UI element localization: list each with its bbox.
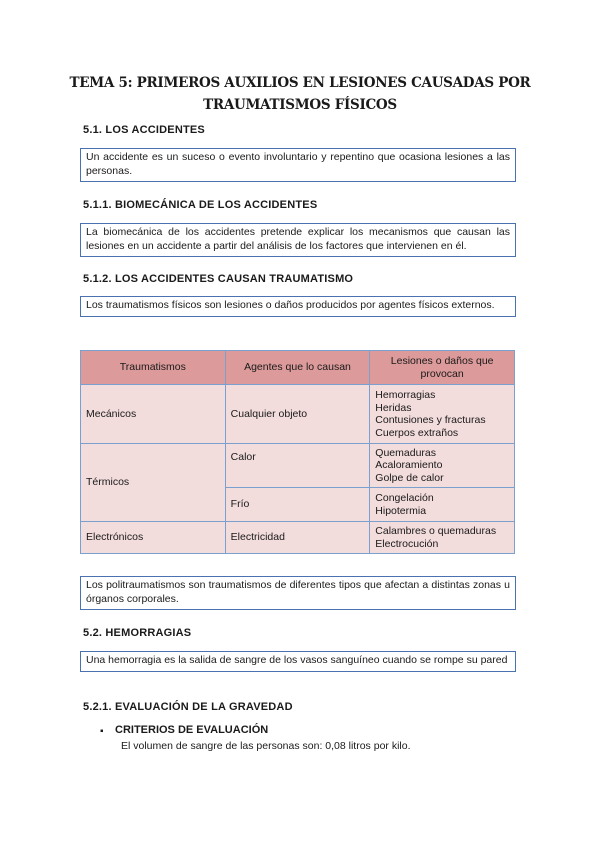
table-cell-type: Electrónicos <box>81 522 226 554</box>
traumatismos-table <box>80 350 515 554</box>
definition-box-traumatismos: Los traumatismos físicos son lesiones o daños producidos por agentes físicos externos. <box>80 296 516 317</box>
table-row <box>81 522 515 554</box>
lesion-item: Quemaduras <box>375 446 436 459</box>
lesion-item: Contusiones y fracturas <box>375 414 486 426</box>
table-cell-agent: Calor <box>225 444 370 488</box>
heading-5-1-2: 5.1.2. LOS ACCIDENTES CAUSAN TRAUMATISMO <box>83 273 354 285</box>
table-cell-lesions <box>370 444 515 488</box>
table-header-cell: Traumatismos <box>81 351 226 385</box>
heading-5-2-1: 5.2.1. EVALUACIÓN DE LA GRAVEDAD <box>83 701 293 713</box>
table-cell-agent: Cualquier objeto <box>225 385 370 444</box>
lesion-item: Electrocución <box>375 537 439 550</box>
lesion-item: Golpe de calor <box>375 471 444 484</box>
lesion-item: Calambres o quemaduras <box>375 525 497 537</box>
table-cell-agent: Frío <box>225 488 370 522</box>
criterios-text: El volumen de sangre de las personas son: 0,08 litros por kilo. <box>121 740 411 752</box>
table-header-cell: Lesiones o daños que provocan <box>370 351 515 385</box>
lesion-item: Cuerpos extraños <box>375 426 459 439</box>
definition-box-politraumatismos: Los politraumatismos son traumatismos de diferentes tipos que afectan a distintas zonas u órganos corporales. <box>80 576 516 610</box>
subheading-criterios: CRITERIOS DE EVALUACIÓN <box>115 724 269 736</box>
table-row <box>81 385 515 444</box>
definition-box-hemorragia: Una hemorragia es la salida de sangre de los vasos sanguíneo cuando se rompe su pared <box>80 651 516 672</box>
table-cell-lesions <box>370 385 515 444</box>
bullet-marker: ▪ <box>100 726 104 737</box>
heading-5-2: 5.2. HEMORRAGIAS <box>83 627 192 639</box>
definition-box-biomecanica: La biomecánica de los accidentes pretende explicar los mecanismos que causan las lesiones en un accidente a partir del análisis de los factores que intervienen en él. <box>80 223 516 257</box>
definition-box-accidente: Un accidente es un suceso o evento involuntario y repentino que ocasiona lesiones a las personas. <box>80 148 516 182</box>
table-cell-lesions <box>370 488 515 522</box>
table-header-row <box>81 351 515 385</box>
lesion-item: Acaloramiento <box>375 459 443 472</box>
title-line-1: TEMA 5: PRIMEROS AUXILIOS EN LESIONES CAUSADAS POR <box>69 75 531 91</box>
heading-5-1-1: 5.1.1. BIOMECÁNICA DE LOS ACCIDENTES <box>83 199 318 211</box>
lesion-item: Hemorragias <box>375 389 436 401</box>
table-cell-agent: Electricidad <box>225 522 370 554</box>
lesion-item: Hipotermia <box>375 504 427 517</box>
heading-5-1: 5.1. LOS ACCIDENTES <box>83 124 205 136</box>
table-header-cell: Agentes que lo causan <box>225 351 370 385</box>
table-cell-lesions <box>370 522 515 554</box>
table-cell-type: Térmicos <box>81 444 226 522</box>
table-row <box>81 444 515 488</box>
title-line-2: TRAUMATISMOS FÍSICOS <box>203 97 397 113</box>
table-cell-type: Mecánicos <box>81 385 226 444</box>
lesion-item: Heridas <box>375 401 412 414</box>
lesion-item: Congelación <box>375 492 434 504</box>
page-title <box>60 72 540 116</box>
